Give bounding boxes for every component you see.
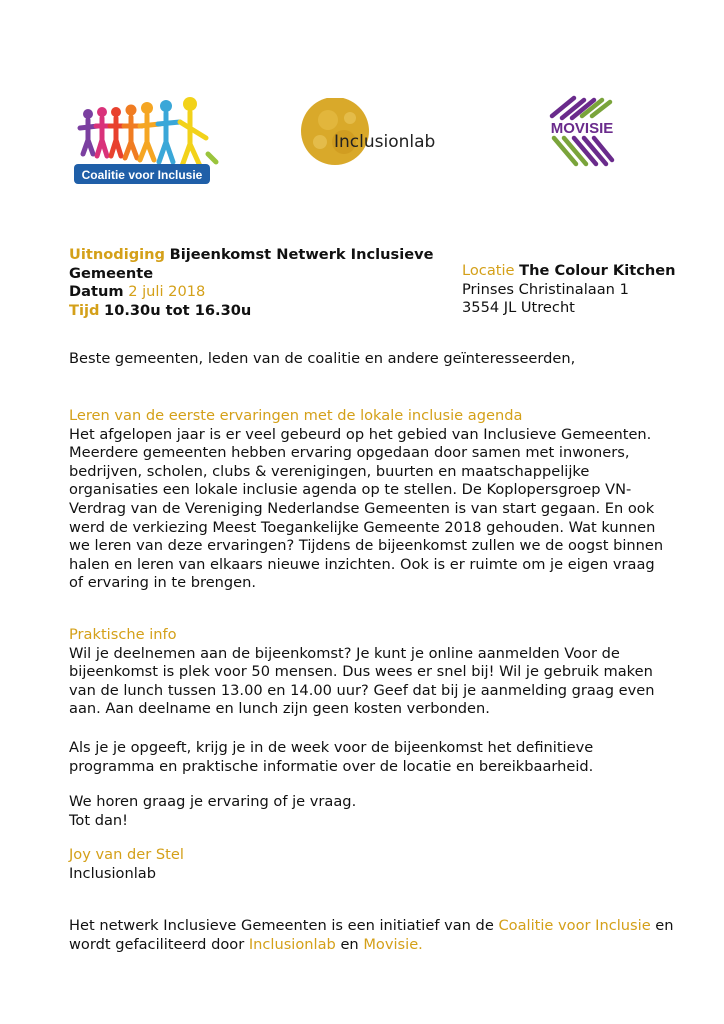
coalitie-logo-text: Coalitie voor Inclusie: [81, 168, 203, 182]
locatie-label: Locatie: [462, 262, 515, 279]
movisie-logo: [540, 94, 624, 170]
paragraph-line: Het afgelopen jaar is er veel gebeurd op het gebied van Inclusieve Gemeenten.: [69, 425, 652, 443]
paragraph-line: Als je je opgeeft, krijg je in de week voor de bijeenkomst het definitieve: [69, 739, 594, 756]
movisie-stripes-icon: [540, 94, 624, 170]
location-block: [462, 262, 676, 318]
tijd-label: Tijd: [69, 301, 100, 319]
paragraph-line: bedrijven, scholen, clubs & verenigingen, buurten en maatschappelijke: [69, 462, 590, 480]
event-title-line2: Gemeente: [69, 264, 154, 282]
signature: [69, 846, 184, 883]
footer-text: Het netwerk Inclusieve Gemeenten is een initiatief van de: [69, 917, 499, 934]
section-praktische-info: [69, 626, 655, 719]
paragraph-aanmelding: [69, 739, 593, 776]
tijd-value: 10.30u tot 16.30u: [104, 301, 252, 319]
paragraph-line: aan. Aan deelname en lunch zijn geen kosten verbonden.: [69, 700, 490, 718]
datum-label: Datum: [69, 283, 124, 300]
signature-name: Joy van der Stel: [69, 846, 184, 863]
closing-line: Tot dan!: [69, 811, 129, 829]
signature-org: Inclusionlab: [69, 864, 156, 882]
uitnodiging-label: Uitnodiging: [69, 246, 165, 263]
footer-text: en: [650, 917, 674, 934]
footer-text: wordt gefaciliteerd door: [69, 935, 249, 953]
location-city: 3554 JL Utrecht: [462, 299, 575, 316]
paragraph-line: Wil je deelnemen aan de bijeenkomst? Je kunt je online aanmelden Voor de: [69, 644, 620, 662]
paragraph-line: we leren van deze ervaringen? Tijdens de bijeenkomst zullen we de oogst binnen: [69, 537, 664, 555]
paragraph-line: of ervaring in te brengen.: [69, 574, 257, 592]
paragraph-line: van de lunch tussen 13.00 en 14.00 uur? Geef dat bij je aanmelding graag even: [69, 681, 655, 699]
paragraph-line: bijeenkomst is plek voor 50 mensen. Dus wees er snel bij! Wil je gebruik maken: [69, 663, 653, 681]
datum-value: 2 juli 2018: [128, 283, 206, 300]
footer: [69, 917, 674, 954]
paragraph-line: halen en leren van elkaars nieuwe inzichten. Ook is er ruimte om je eigen vraag: [69, 555, 655, 573]
event-title: Bijeenkomst Netwerk Inclusieve: [169, 246, 434, 263]
section-ervaringen: [69, 407, 663, 593]
movisie-logo-text: MOVISIE: [550, 120, 614, 137]
location-street: Prinses Christinalaan 1: [462, 280, 629, 298]
people-chain-icon: [74, 94, 226, 186]
inclusionlab-link[interactable]: Inclusionlab: [248, 935, 336, 953]
invitation-block: [69, 246, 434, 320]
paragraph-line: werd de verkiezing Meest Toegankelijke Gemeente 2018 gehouden. Wat kunnen: [69, 518, 656, 536]
footer-text: en: [335, 935, 364, 953]
paragraph-line: programma en praktische informatie over de locatie en bereikbaarheid.: [69, 757, 594, 775]
inclusionlab-logo-text: Inclusionlab: [334, 132, 436, 152]
paragraph-line: organisaties een lokale inclusie agenda op te stellen. De Koplopersgroep VN-: [69, 481, 632, 499]
coalitie-link[interactable]: Coalitie voor Inclusie: [498, 917, 651, 934]
section-heading: Leren van de eerste ervaringen met de lokale inclusie agenda: [69, 407, 523, 424]
movisie-link[interactable]: Movisie.: [363, 935, 423, 953]
closing: [69, 793, 356, 830]
paragraph-line: Meerdere gemeenten hebben ervaring opgedaan door samen met inwoners,: [69, 444, 630, 462]
inclusionlab-logo: [300, 98, 450, 168]
paragraph-line: Verdrag van de Vereniging Nederlandse Gemeenten is van start gegaan. En ook: [69, 499, 655, 517]
coalitie-voor-inclusie-logo: [74, 94, 226, 186]
greeting: Beste gemeenten, leden van de coalitie en andere geïnteresseerden,: [69, 350, 576, 367]
location-name: The Colour Kitchen: [519, 262, 676, 279]
closing-line: We horen graag je ervaring of je vraag.: [69, 793, 357, 810]
section-heading: Praktische info: [69, 626, 177, 643]
